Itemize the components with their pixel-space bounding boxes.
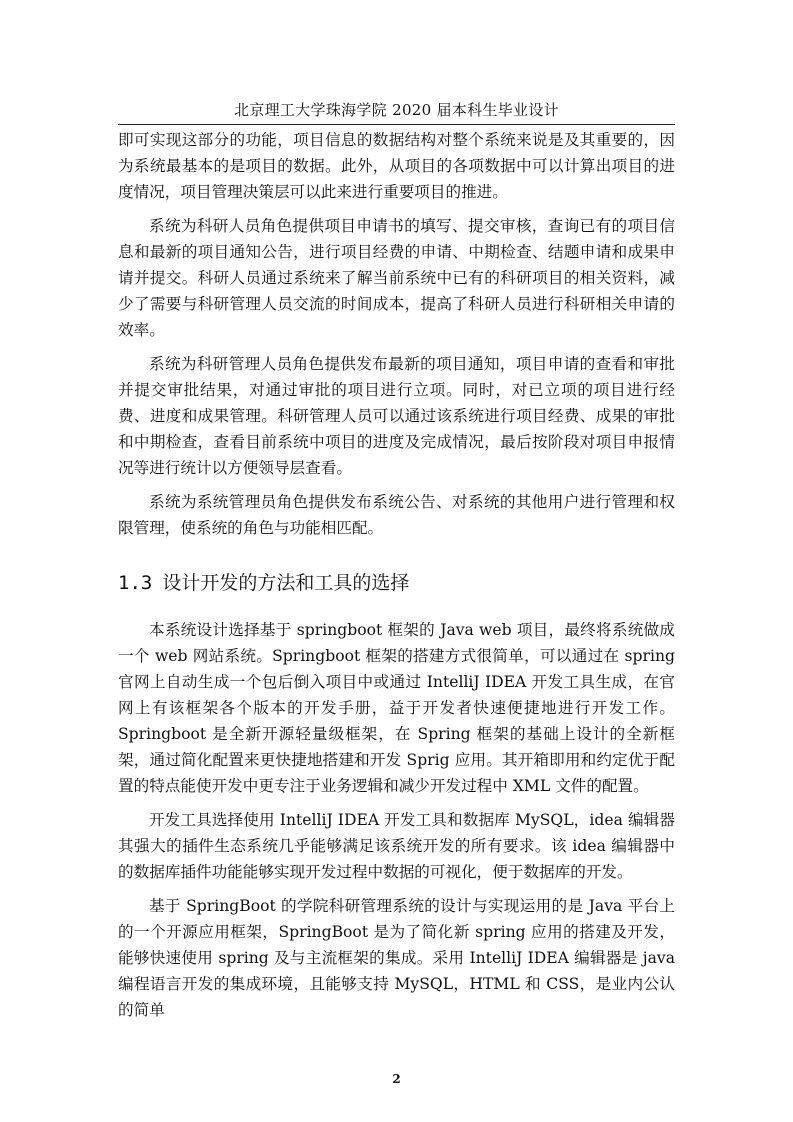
page-number: 2 <box>392 1072 401 1086</box>
section-number: 1.3 <box>118 572 153 594</box>
page-body <box>118 127 675 1031</box>
body-paragraph-continued: 即可实现这部分的功能，项目信息的数据结构对整个系统来说是及其重要的，因为系统最基本的是项目的数据。此外，从项目的各项数据中可以计算出项目的进度情况，项目管理决策层可以此来进行重要项目的推进。 <box>118 131 675 201</box>
section-paragraph-framework: 本系统设计选择基于 springboot 框架的 Java web 项目，最终将系统做成一个 web 网站系统。Springboot 框架的搭建方式很简单，可以通过在 spring 官网上自动生成一个包后倒入项目中或通过 IntelliJ IDEA 开发工具生成，在官网上有该框架各个版本的开发手册，益于开发者快速便捷地进行开发工作。Springboot 是全新开源轻量级框架，在 Spring 框架的基础上设计的全新框架，通过简化配置来更快捷地搭建和开发 Sprig 应用。其开箱即用和约定优于配置的特点能使开发中更专注于业务逻辑和减少开发过程中 XML 文件的配置。 <box>118 621 675 795</box>
section-paragraph-platform: 基于 SpringBoot 的学院科研管理系统的设计与实现运用的是 Java 平台上的一个开源应用框架，SpringBoot 是为了简化新 spring 应用的搭建及开发，能够快速使用 spring 及与主流框架的集成。采用 IntelliJ IDEA 编辑器是 java 编程语言开发的集成环境，且能够支持 MySQL，HTML 和 CSS，是业内公认的简单 <box>118 897 675 1019</box>
body-paragraph-manager-role: 系统为科研管理人员角色提供发布最新的项目通知，项目申请的查看和审批并提交审批结果，对通过审批的项目进行立项。同时，对已立项的项目进行经费、进度和成果管理。科研管理人员可以通过该系统进行项目经费、成果的审批和中期检查，查看目前系统中项目的进度及完成情况，最后按阶段对项目申报情况等进行统计以方便领导层查看。 <box>118 355 675 477</box>
body-paragraph-admin-role: 系统为系统管理员角色提供发布系统公告、对系统的其他用户进行管理和权限管理，使系统的角色与功能相匹配。 <box>118 493 675 537</box>
body-paragraph-researcher-role: 系统为科研人员角色提供项目申请书的填写、提交审核，查询已有的项目信息和最新的项目通知公告，进行项目经费的申请、中期检查、结题申请和成果申请并提交。科研人员通过系统来了解当前系统中已有的科研项目的相关资料，减少了需要与科研管理人员交流的时间成本，提高了科研人员进行科研相关申请的效率。 <box>118 217 675 339</box>
section-title: 设计开发的方法和工具的选择 <box>162 572 410 594</box>
header-rule <box>118 124 675 125</box>
section-heading <box>118 569 675 597</box>
running-header: 北京理工大学珠海学院 2020 届本科生毕业设计 <box>234 101 559 119</box>
section-paragraph-tools: 开发工具选择使用 IntelliJ IDEA 开发工具和数据库 MySQL，idea 编辑器其强大的插件生态系统几乎能够满足该系统开发的所有要求。该 idea 编辑器中的数据库插件功能能够实现开发过程中数据的可视化，便于数据库的开发。 <box>118 811 675 881</box>
